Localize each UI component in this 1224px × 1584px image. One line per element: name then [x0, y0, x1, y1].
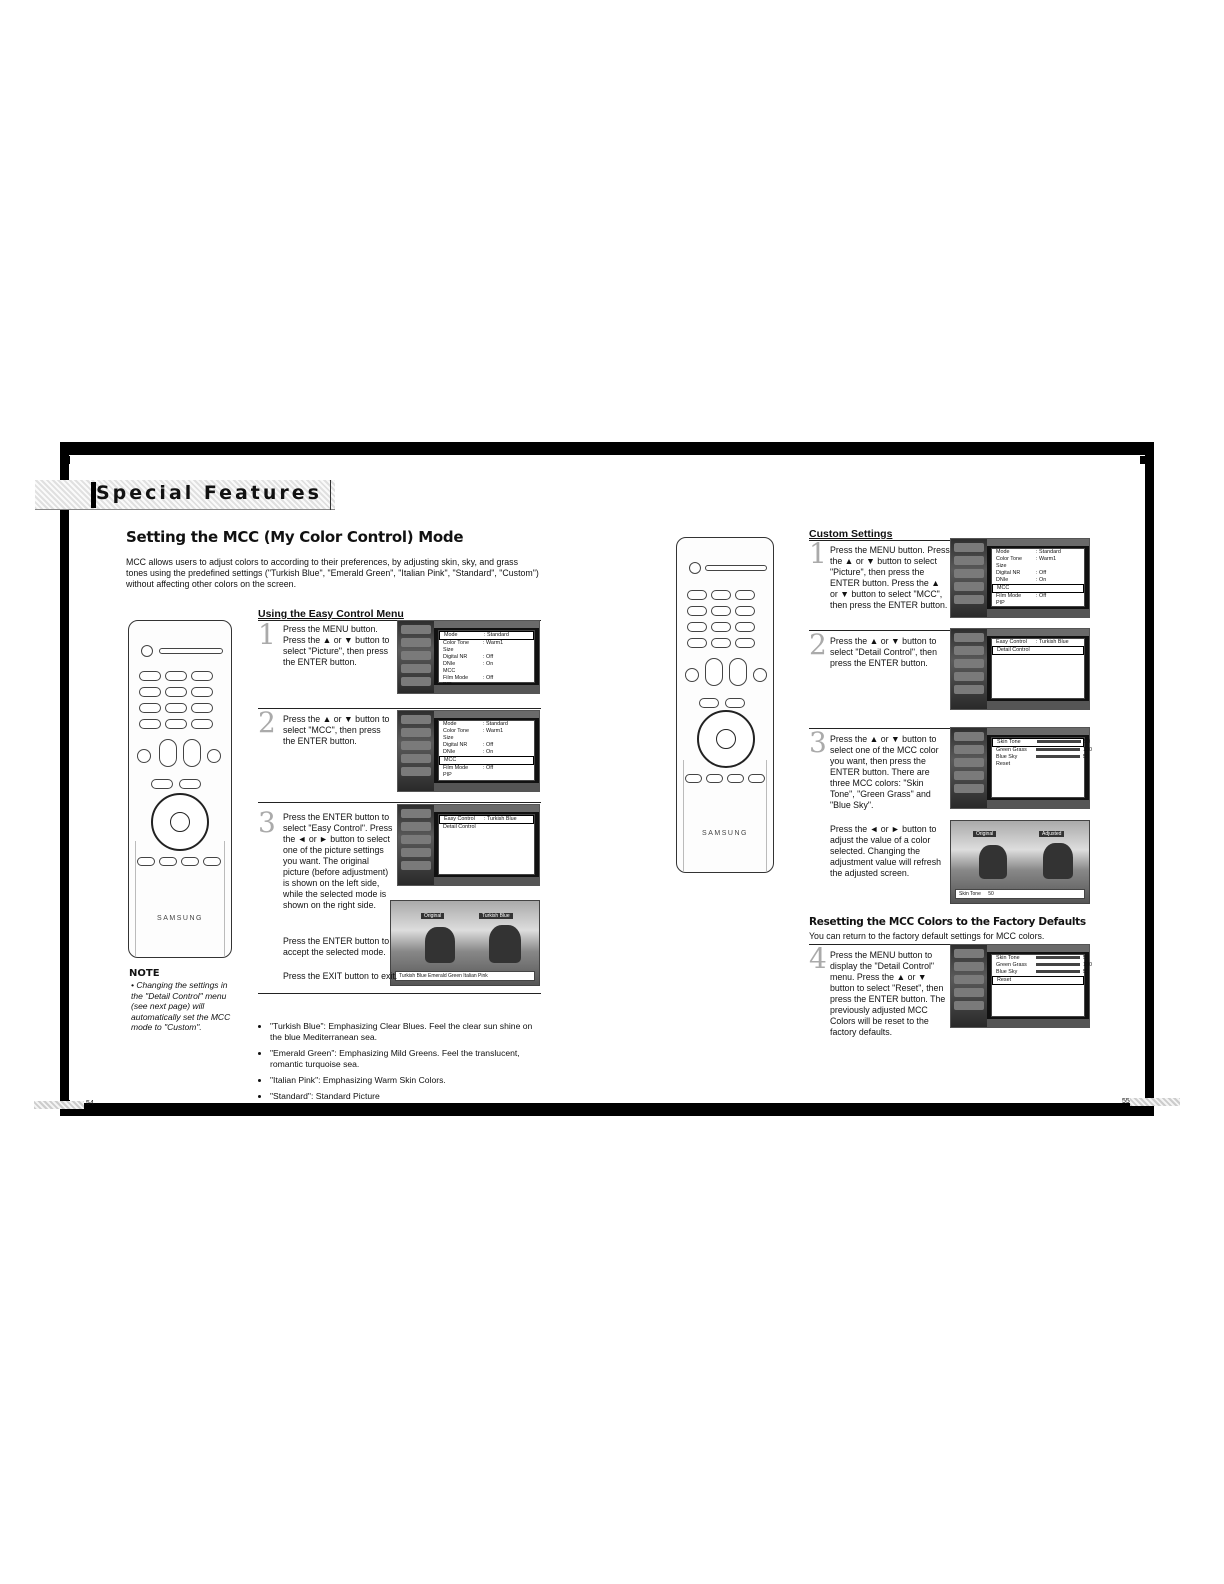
step-number: 3: [258, 806, 276, 839]
menu-item-value: 50: [1084, 739, 1090, 745]
step-text: Press the ▲ or ▼ button to select one of the MCC color you want, then press the ENTER button. There are three MCC colors: "Skin Tone", "Green Grass" and "Blue Sky".: [830, 734, 939, 810]
subhead-custom-settings: Custom Settings: [809, 528, 893, 540]
menu-item-label: Digital NR: [443, 654, 468, 660]
page-number: 54: [86, 1100, 94, 1107]
menu-item-label: Size: [443, 735, 454, 741]
preview-slider-label: Skin Tone: [959, 891, 981, 897]
menu-item-label: Color Tone: [443, 640, 469, 646]
menu-item-label: Color Tone: [996, 556, 1022, 562]
page-number: 55: [1122, 1098, 1130, 1105]
list-item: • "Turkish Blue": Emphasizing Clear Blues. Feel the clear sun shine on the blue Mediterranean sea.: [270, 1021, 543, 1043]
menu-item-value: : Turkish Blue: [1036, 639, 1069, 645]
corner-mark: [62, 456, 70, 464]
menu-item-label: Mode: [444, 632, 458, 638]
menu-item-value: 100: [1083, 747, 1092, 753]
preview-label-original: Original: [973, 831, 996, 837]
menu-item: [439, 772, 534, 779]
menu-item-label: Digital NR: [443, 742, 468, 748]
list-item: • "Standard": Standard Picture: [270, 1091, 543, 1102]
menu-item: [439, 815, 534, 824]
preview-slider-value: 50: [988, 891, 994, 897]
menu-item-value: : Standard: [483, 721, 508, 727]
menu-item-label: DNIe: [443, 661, 456, 667]
intro-text: MCC allows users to adjust colors to according to their preferences, by adjusting skin, sky, and grass tones using the predefined settings ("Turkish Blue", "Emerald Green", "Italian Pink", "Standard", "Custom") without affecting other colors on the screen.: [126, 557, 539, 589]
menu-item: [439, 654, 534, 661]
step-divider: [258, 802, 541, 803]
section-title: Special Features: [96, 482, 322, 504]
preview-label-selected: Turkish Blue: [479, 913, 513, 919]
step-number: 2: [258, 706, 276, 739]
menu-item: [992, 761, 1084, 768]
menu-item-label: Film Mode: [996, 593, 1022, 599]
menu-item: [992, 549, 1084, 556]
remote-brand: SAMSUNG: [702, 830, 748, 837]
menu-item: [439, 721, 534, 728]
menu-slider: [1036, 748, 1080, 751]
menu-item-value: : Warm1: [1036, 556, 1057, 562]
menu-item-value: : Off: [483, 742, 494, 748]
menu-item-label: Color Tone: [443, 728, 469, 734]
dpad-icon: [697, 710, 755, 768]
mode-bar-icon: [705, 565, 767, 571]
preview-label-adjusted: Adjusted: [1039, 831, 1064, 837]
menu-item-value: : Off: [483, 675, 494, 681]
menu-item-label: DNIe: [996, 577, 1009, 583]
step-divider: [258, 708, 541, 709]
subhead-easy-control: Using the Easy Control Menu: [258, 608, 404, 620]
menu-item: [992, 593, 1084, 600]
menu-item: [439, 756, 534, 765]
menu-item: [439, 824, 534, 831]
menu-item: [992, 600, 1084, 607]
menu-item: [992, 962, 1092, 969]
menu-item: [439, 640, 534, 647]
step-text: Press the MENU button to display the "Detail Control" menu. Press the ▲ or ▼ button to select "Reset", then press the ENTER button. The previously adjusted MCC Colors will be reset to the factory defaults.: [830, 950, 946, 1037]
menu-item: [439, 749, 534, 756]
menu-item-value: : Warm1: [483, 640, 504, 646]
menu-slider: [1036, 755, 1080, 758]
menu-slider: [1036, 956, 1080, 959]
step-text: Press the MENU button. Press the ▲ or ▼ button to select "Picture", then press the ENTER button. Press the ▲ or ▼ button to select "MCC", then press the ENTER button.: [830, 545, 950, 610]
menu-item-label: Reset: [997, 977, 1012, 983]
menu-item: [992, 976, 1084, 985]
menu-item-value: : On: [1036, 577, 1047, 583]
menu-item: [992, 955, 1089, 962]
menu-item: [439, 742, 534, 749]
menu-item-label: Green Grass: [996, 962, 1027, 968]
mcc-menu-screenshot: [950, 628, 1090, 710]
easy-control-preview: [390, 900, 540, 986]
page-tab: [1130, 1098, 1180, 1106]
detail-control-screenshot: [950, 727, 1090, 809]
corner-mark: [1140, 456, 1148, 464]
menu-item-value: 50: [1083, 754, 1089, 760]
note-body: • Changing the settings in the "Detail Control" menu (see next page) will automatically set the MCC mode to "Custom".: [131, 980, 231, 1032]
menu-item-label: MCC: [443, 668, 456, 674]
menu-item: [439, 675, 534, 682]
menu-item-label: Reset: [996, 761, 1011, 767]
subhead-reset: Resetting the MCC Colors to the Factory Defaults: [809, 916, 1086, 928]
menu-item-label: Skin Tone: [997, 739, 1021, 745]
menu-item: [992, 754, 1089, 761]
menu-item: [439, 765, 534, 772]
list-item: • "Emerald Green": Emphasizing Mild Greens. Feel the translucent, romantic turquoise sea.: [270, 1048, 543, 1070]
step-text: Press the ▲ or ▼ button to select "MCC", then press the ENTER button.: [283, 714, 390, 746]
menu-item-value: : Warm1: [483, 728, 504, 734]
menu-item: [992, 646, 1084, 655]
enter-button-icon: [170, 812, 190, 832]
menu-item-label: PIP: [996, 600, 1005, 606]
menu-item-label: Easy Control: [996, 639, 1027, 645]
remote-illustration: [128, 620, 232, 958]
menu-item: [439, 661, 534, 668]
menu-slider: [1036, 970, 1080, 973]
menu-item-label: Easy Control: [444, 816, 475, 822]
step-number: 1: [809, 537, 827, 570]
menu-item-label: Blue Sky: [996, 754, 1018, 760]
menu-item: [439, 647, 534, 654]
picture-menu-screenshot: [397, 620, 540, 694]
menu-item: [992, 969, 1089, 976]
reset-intro: You can return to the factory default settings for MCC colors.: [809, 931, 1045, 941]
reset-menu-screenshot: [950, 944, 1090, 1028]
menu-item-label: Skin Tone: [996, 955, 1020, 961]
menu-item-label: DNIe: [443, 749, 456, 755]
preview-label-original: Original: [421, 913, 444, 919]
menu-item-value: : On: [483, 749, 494, 755]
menu-slider: [1037, 740, 1081, 743]
menu-item: [992, 563, 1084, 570]
page-title: Setting the MCC (My Color Control) Mode: [126, 528, 464, 546]
menu-item-label: Green Grass: [996, 747, 1027, 753]
page-tab: [34, 1101, 84, 1109]
header-divider: [330, 480, 331, 510]
mode-descriptions: [258, 1021, 543, 1107]
power-button-icon: [689, 562, 701, 574]
step-text: Press the ENTER button to select "Easy Control". Press the ◄ or ► button to select one of the picture settings you want. The original picture (before adjustment) is shown on the left side, while the selected mode is shown on the right side.: [283, 812, 393, 910]
menu-item-value: 50: [1083, 955, 1089, 961]
menu-item-value: : Standard: [1036, 549, 1061, 555]
menu-item-label: Size: [443, 647, 454, 653]
preview-mode-strip: Turkish Blue Emerald Green Italian Pink: [395, 971, 535, 981]
menu-slider: [1036, 963, 1080, 966]
menu-item: [992, 570, 1084, 577]
step-text: Press the ◄ or ► button to adjust the value of a color selected. Changing the adjustment value will refresh the adjusted screen.: [830, 824, 941, 878]
step-text: Press the ENTER button to accept the selected mode.: [283, 936, 390, 957]
menu-item: [992, 577, 1084, 584]
remote-brand: SAMSUNG: [157, 915, 203, 922]
menu-item-value: : On: [483, 661, 494, 667]
menu-item-label: Mode: [996, 549, 1010, 555]
menu-item-value: 50: [1083, 969, 1089, 975]
step-number: 4: [809, 942, 827, 975]
dpad-icon: [151, 793, 209, 851]
step-text: Press the ▲ or ▼ button to select "Detail Control", then press the ENTER button.: [830, 636, 937, 668]
step-number: 1: [258, 618, 276, 651]
menu-item-label: Detail Control: [443, 824, 476, 830]
mode-bar-icon: [159, 648, 223, 654]
menu-item-value: 100: [1083, 962, 1092, 968]
detail-control-preview: [950, 820, 1090, 904]
menu-item-value: : Standard: [484, 632, 509, 638]
menu-item-label: Mode: [443, 721, 457, 727]
list-item: • "Italian Pink": Emphasizing Warm Skin Colors.: [270, 1075, 543, 1086]
menu-item: [992, 584, 1084, 593]
mcc-select-menu-screenshot: [397, 710, 540, 792]
mcc-menu-screenshot: [397, 804, 540, 886]
step-text: Press the EXIT button to exit.: [283, 971, 398, 981]
menu-item-label: Digital NR: [996, 570, 1021, 576]
step-number: 3: [809, 726, 827, 759]
menu-item-label: Size: [996, 563, 1007, 569]
menu-item-label: MCC: [997, 585, 1010, 591]
menu-item-value: : Off: [1036, 570, 1047, 576]
step-number: 2: [809, 628, 827, 661]
menu-item: [439, 631, 534, 640]
menu-item-label: Film Mode: [443, 675, 469, 681]
menu-item-label: PIP: [443, 772, 452, 778]
menu-item: [992, 747, 1092, 754]
menu-item-value: : Turkish Blue: [484, 816, 517, 822]
menu-item: [992, 639, 1084, 646]
menu-item-value: : Off: [1036, 593, 1047, 599]
menu-item: [439, 668, 534, 675]
note-title: NOTE: [129, 968, 160, 979]
preview-slider-strip: [955, 889, 1085, 899]
picture-menu-screenshot: [950, 538, 1090, 618]
menu-item: [992, 738, 1090, 747]
menu-item-value: : Off: [483, 654, 494, 660]
menu-item-label: MCC: [444, 757, 457, 763]
menu-item-label: Film Mode: [443, 765, 469, 771]
menu-item-label: Detail Control: [997, 647, 1030, 653]
step-divider: [258, 993, 541, 994]
menu-item: [992, 556, 1084, 563]
menu-item: [439, 735, 534, 742]
step-text: Press the MENU button. Press the ▲ or ▼ button to select "Picture", then press the ENTER button.: [283, 624, 390, 667]
menu-item: [439, 728, 534, 735]
menu-item-value: : Off: [483, 765, 494, 771]
remote-illustration: [676, 537, 774, 873]
menu-item-label: Blue Sky: [996, 969, 1018, 975]
power-button-icon: [141, 645, 153, 657]
enter-button-icon: [716, 729, 736, 749]
